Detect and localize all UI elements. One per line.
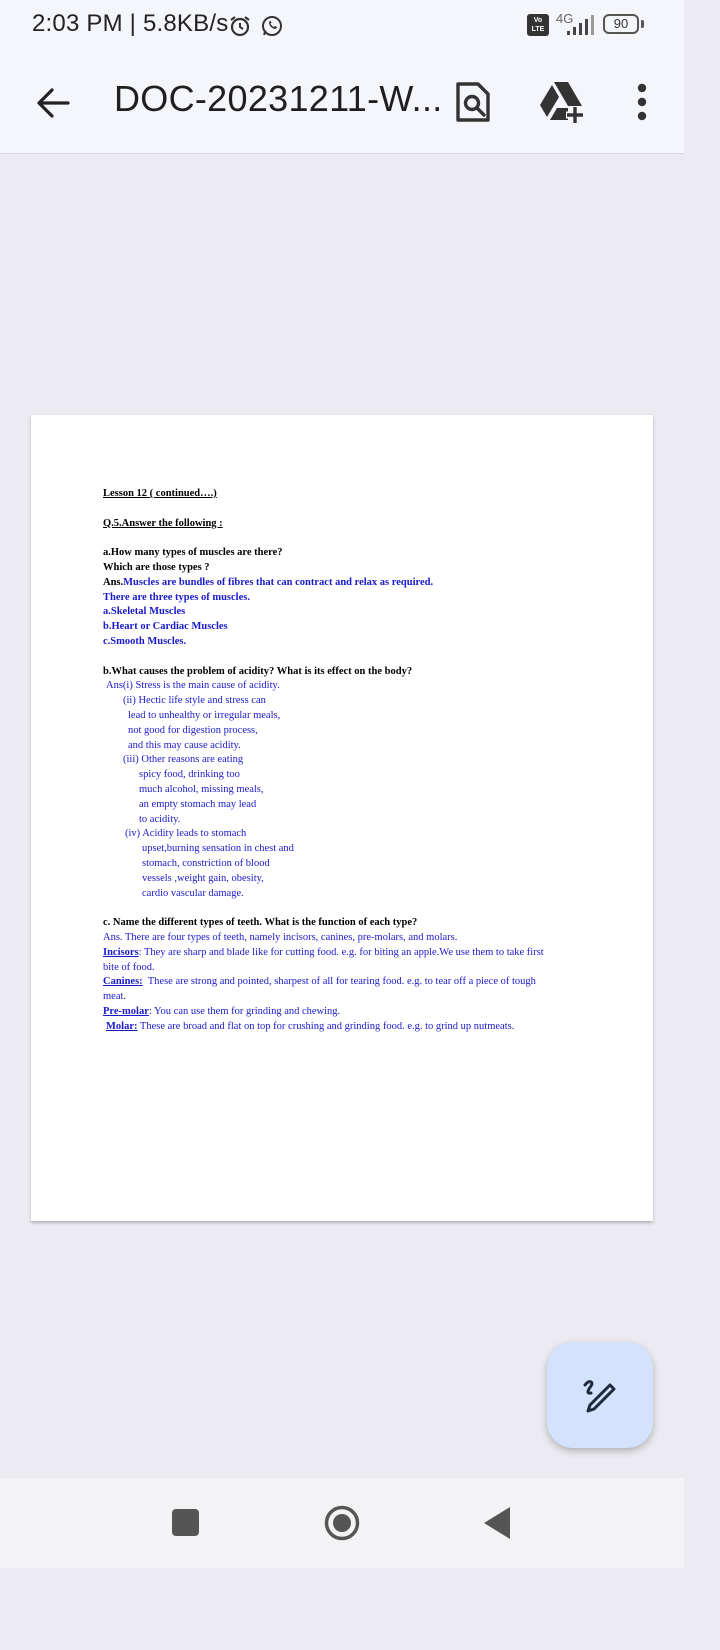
status-time: 2:03 PM | 5.8KB/s — [32, 10, 229, 37]
qb-line: not good for digestion process, — [128, 724, 258, 736]
recents-button[interactable] — [172, 1509, 199, 1536]
qb-line: vessels ,weight gain, obesity, — [142, 872, 264, 884]
question-heading: Q.5.Answer the following : — [103, 517, 223, 529]
qb-line: cardio vascular damage. — [142, 887, 244, 899]
find-in-document-button[interactable] — [448, 78, 496, 126]
back-triangle-icon — [483, 1506, 511, 1540]
home-circle-icon — [324, 1505, 360, 1541]
qb-question: b.What causes the problem of acidity? What is its effect on the body? — [103, 665, 413, 677]
back-arrow-icon — [30, 80, 76, 126]
edit-fab-button[interactable] — [547, 1342, 653, 1448]
signal-icon — [563, 14, 595, 41]
volte-icon — [527, 14, 549, 36]
qc-answer: Ans. There are four types of teeth, namely incisors, canines, pre-molars, and molars. — [103, 931, 458, 943]
qb-line: to acidity. — [139, 813, 181, 825]
back-nav-button[interactable] — [483, 1506, 511, 1545]
back-button[interactable] — [30, 80, 76, 126]
add-to-drive-button[interactable] — [538, 78, 586, 126]
qb-line: and this may cause acidity. — [128, 739, 241, 751]
qa-answer-line1 — [103, 576, 583, 591]
qb-line: lead to unhealthy or irregular meals, — [128, 709, 281, 721]
qa-answer-line2: There are three types of muscles. — [103, 591, 250, 603]
premolar-label: Pre-molar — [103, 1005, 149, 1017]
alarm-icon — [228, 14, 252, 43]
incisors-label: Incisors — [103, 946, 139, 958]
qb-line: (iii) Other reasons are eating — [123, 754, 244, 766]
more-options-button[interactable] — [618, 78, 666, 126]
document-content — [103, 487, 583, 1034]
qc-incisors-cont: bite of food. — [103, 961, 155, 973]
battery-level: 90 — [613, 16, 629, 31]
qb-line: Ans(i) Stress is the main cause of acidity. — [106, 680, 280, 692]
battery-icon — [603, 14, 639, 34]
app-bar — [0, 52, 684, 154]
qa-ans-label: Ans. — [103, 576, 124, 588]
qb-line: spicy food, drinking too — [139, 769, 240, 781]
qa-ans-text: Muscles are bundles of fibres that can contract and relax as required. — [123, 576, 434, 588]
qa-question-line1: a.How many types of muscles are there? — [103, 547, 283, 559]
annotate-pen-icon — [580, 1375, 620, 1415]
molar-text: These are broad and flat on top for crushing and grinding food. e.g. to grind up nutmeats. — [137, 1020, 515, 1032]
status-bar — [0, 0, 684, 52]
find-in-page-icon — [448, 78, 496, 126]
qa-question-line2: Which are those types ? — [103, 561, 210, 573]
lesson-heading: Lesson 12 ( continued….) — [103, 488, 217, 499]
document-viewer[interactable] — [0, 154, 684, 1478]
qb-line: an empty stomach may lead — [139, 798, 257, 810]
qc-question: c. Name the different types of teeth. What is the function of each type? — [103, 917, 418, 929]
canines-label: Canines: — [103, 976, 143, 988]
document-title: DOC-20231211-W... — [114, 78, 443, 119]
home-button[interactable] — [324, 1505, 360, 1546]
google-drive-add-icon — [538, 78, 586, 126]
qc-premolar — [103, 1005, 583, 1020]
qa-type-item: c.Smooth Muscles. — [103, 635, 187, 647]
network-label: 4G — [556, 11, 574, 26]
qa-type-item: b.Heart or Cardiac Muscles — [103, 621, 228, 633]
battery-tip — [641, 20, 644, 28]
qb-line: stomach, constriction of blood — [142, 857, 270, 869]
more-vert-icon — [618, 78, 666, 126]
whatsapp-icon — [260, 14, 284, 43]
qc-canines-cont: meat. — [103, 991, 127, 1003]
qb-line: much alcohol, missing meals, — [139, 783, 264, 795]
incisors-text: : They are sharp and blade like for cutting food. e.g. for biting an apple.We use them to take first — [138, 946, 544, 958]
qb-line: (ii) Hectic life style and stress can — [123, 695, 266, 707]
qc-canines — [103, 975, 583, 990]
volte-label: Vo LTE — [531, 17, 545, 33]
molar-label: Molar: — [106, 1020, 138, 1032]
document-page — [31, 415, 653, 1221]
qb-line: upset,burning sensation in chest and — [142, 843, 294, 855]
premolar-text: : You can use them for grinding and chewing. — [148, 1005, 341, 1017]
qc-molar — [103, 1020, 583, 1035]
qb-line: (iv) Acidity leads to stomach — [125, 828, 247, 840]
qc-incisors — [103, 946, 583, 961]
system-nav-bar — [0, 1478, 684, 1568]
canines-text: These are strong and pointed, sharpest of all for tearing food. e.g. to tear off a piece of tough — [142, 976, 536, 988]
qa-type-item: a.Skeletal Muscles — [103, 606, 186, 618]
